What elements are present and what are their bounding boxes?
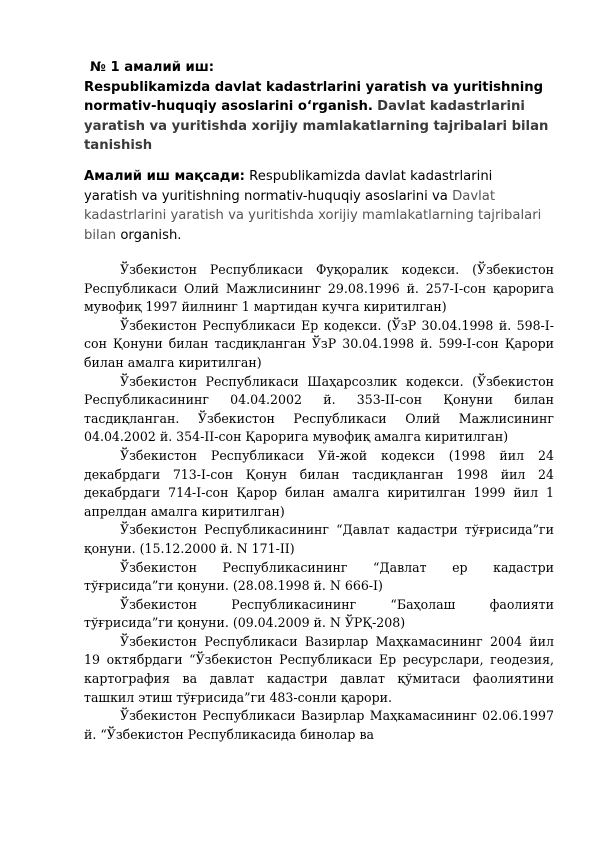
paragraph-urban-code: Ўзбекистон Республикаси Шаҳарсозлик кодекси. (Ўзбекистон Республикасининг 04.04.2002 й. 353-II-сон Қонуни билан тасдиқланган. Ўзбекистон Республикаси Олий Мажлисининг 04.04.2002 й. 354-II-сон Қарорига мувофиқ амалга киритилган)	[84, 373, 554, 445]
goal-text-part3: organish.	[120, 227, 182, 243]
paragraph-land-code: Ўзбекистон Республикаси Ер кодекси. (ЎзР 30.04.1998 й. 598-I-сон Қонуни билан тасдиқланган ЎзР 30.04.1998 й. 599-I-сон Қарори билан амалга киритилган)	[84, 317, 554, 370]
legal-acts-list	[84, 261, 554, 744]
goal-block	[84, 167, 546, 245]
goal-text-part2: Davlat kadastrlarini yaratish va yuritishda xorijiy mamlakatlarning tajribalari bilan	[84, 188, 542, 243]
paragraph-valuation-law: Ўзбекистон Республикасининг “Баҳолаш фаолияти тўғрисида”ги қонуни. (09.04.2009 й. N ЎРҚ-208)	[84, 596, 554, 631]
goal-label: Амалий иш мақсади:	[84, 169, 245, 184]
paragraph-civil-code: Ўзбекистон Республикаси Фуқоралик кодекси. (Ўзбекистон Республикаси Олий Мажлисининг 29.08.1996 й. 257-I-сон қарорига мувофиқ 1997 йилнинг 1 мартидан кучга киритилган)	[84, 262, 554, 315]
paragraph-cabinet-resolution-2004: Ўзбекистон Республикаси Вазирлар Маҳкамасининг 2004 йил 19 октябрдаги “Ўзбекистон Республикаси Ер ресурслари, геодезия, картография ва давлат кадастри давлат қўмитаси фаолиятини ташкил этиш тўғрисида”ги 483-сонли қарори.	[84, 633, 554, 705]
assignment-title: Respublikamizda davlat kadastrlarini yaratish va yuritishning normativ-huquqiy asoslarini o‘rganish.	[84, 79, 544, 114]
paragraph-land-cadastre-law: Ўзбекистон Республикасининг “Давлат ер кадастри тўғрисида”ги қонуни. (28.08.1998 й. N 666-I)	[84, 559, 554, 594]
paragraph-cabinet-resolution-1997: Ўзбекистон Республикаси Вазирлар Маҳкамасининг 02.06.1997 й. “Ўзбекистон Республикасида бинолар ва	[84, 708, 554, 742]
goal-text-part1: Respublikamizda davlat kadastrlarini yaratish va yuritishning normativ-huquqiy asoslarini va	[84, 169, 493, 204]
paragraph-housing-code: Ўзбекистон Республикаси Уй-жой кодекси (1998 йил 24 декабрдаги 713-I-сон Қонун билан тасдиқланган 1998 йил 24 декабрдаги 714-I-сон Қарор билан амалга киритилган 1999 йил 1 апрелдан амалга киритилган)	[84, 447, 554, 519]
assignment-number: № 1 амалий иш:	[90, 60, 215, 75]
assignment-subtitle: Davlat kadastrlarini yaratish va yuritishda xorijiy mamlakatlarning tajribalari bilan tanishish	[84, 99, 549, 153]
paragraph-state-cadastre-law: Ўзбекистон Республикасининг “Давлат кадастри тўғрисида”ги қонуни. (15.12.2000 й. N 171-II)	[84, 522, 554, 556]
title-block	[84, 58, 554, 156]
